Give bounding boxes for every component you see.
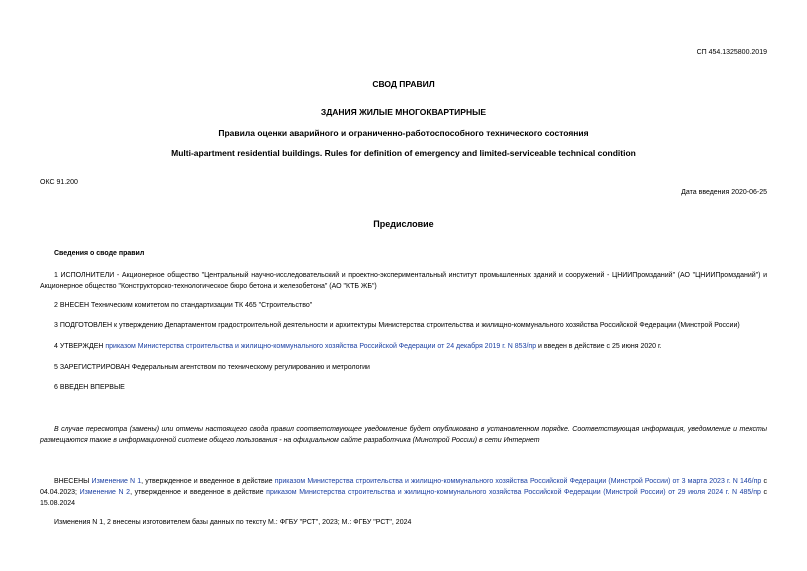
item-prepared: 3 ПОДГОТОВЛЕН к утверждению Департаментом градостроительной деятельности и архитектуры Министерства строительства и жилищно-коммунального хозяйства Российской Федерации (Минстрой России) — [54, 322, 740, 329]
doc-building-title: ЗДАНИЯ ЖИЛЫЕ МНОГОКВАРТИРНЫЕ — [320, 107, 487, 117]
changes-paragraph — [40, 476, 767, 509]
oks-code: ОКС 91.200 — [40, 179, 78, 186]
change-1-link[interactable]: Изменение N 1 — [91, 478, 142, 485]
item-registered: 5 ЗАРЕГИСТРИРОВАН Федеральным агентством по техническому регулированию и метрологии — [54, 364, 370, 371]
doc-rules-title: Правила оценки аварийного и ограниченно-работоспособного технического состояния — [218, 128, 589, 138]
item-approved — [40, 341, 767, 352]
change-1-date: с 04.04.2023; — [40, 478, 767, 496]
change-1-text: , утвержденное и введенное в действие — [141, 478, 275, 485]
item-introduced: 6 ВВЕДЕН ВПЕРВЫЕ — [54, 384, 125, 391]
change-1-order-link[interactable]: приказом Министерства строительства и жилищно-коммунального хозяйства Российской Федерации (Минстрой России) от 3 марта 2023 г. N 146/пр — [274, 478, 762, 485]
intro-date: Дата введения 2020-06-25 — [681, 189, 767, 196]
foreword-heading: Предисловие — [373, 219, 434, 229]
doc-code: СП 454.1325800.2019 — [696, 49, 767, 56]
changes-prefix: ВНЕСЕНЫ — [54, 478, 92, 485]
change-2-text: , утвержденное и введенное в действие — [130, 489, 267, 496]
info-heading: Сведения о своде правил — [54, 250, 145, 257]
item-executors: 1 ИСПОЛНИТЕЛИ - Акционерное общество "Центральный научно-исследовательский и проектно-экспериментальный институт промышленных зданий и сооружений - ЦНИИПромзданий" (АО "ЦНИИПромзданий") и Акционерное общество "Конструкторско-технологическое бюро бетона и железобетона" (АО "КТБ ЖБ") — [40, 272, 767, 290]
doc-english-title: Multi-apartment residential buildings. Rules for definition of emergency and limited-serviceable technical condition — [171, 148, 636, 158]
revision-notice: В случае пересмотра (замены) или отмены настоящего свода правил соответствующее уведомление будет опубликовано в установленном порядке. Соответствующая информация, уведомление и тексты размещаются также в информационной системе общего пользования - на официальном сайте разработчика (Минстрой России) в сети Интернет — [40, 426, 767, 444]
change-2-order-link[interactable]: приказом Министерства строительства и жилищно-коммунального хозяйства Российской Федерации (Минстрой России) от 29 июля 2024 г. N 485/пр — [266, 489, 761, 496]
item-approved-prefix: 4 УТВЕРЖДЕН — [54, 343, 106, 350]
doc-type-title: СВОД ПРАВИЛ — [372, 79, 435, 89]
item-approved-suffix: и введен в действие с 25 июня 2020 г. — [536, 343, 662, 350]
change-2-date: с 15.08.2024 — [40, 489, 767, 507]
approval-order-link[interactable]: приказом Министерства строительства и жилищно-коммунального хозяйства Российской Федерации от 24 декабря 2019 г. N 853/пр — [105, 343, 537, 350]
change-2-link[interactable]: Изменение N 2 — [79, 489, 131, 496]
item-submitted: 2 ВНЕСЕН Техническим комитетом по стандартизации ТК 465 "Строительство" — [54, 302, 313, 309]
changes-note: Изменения N 1, 2 внесены изготовителем базы данных по тексту М.: ФГБУ "РСТ", 2023; М.: ФГБУ "РСТ", 2024 — [54, 519, 412, 526]
